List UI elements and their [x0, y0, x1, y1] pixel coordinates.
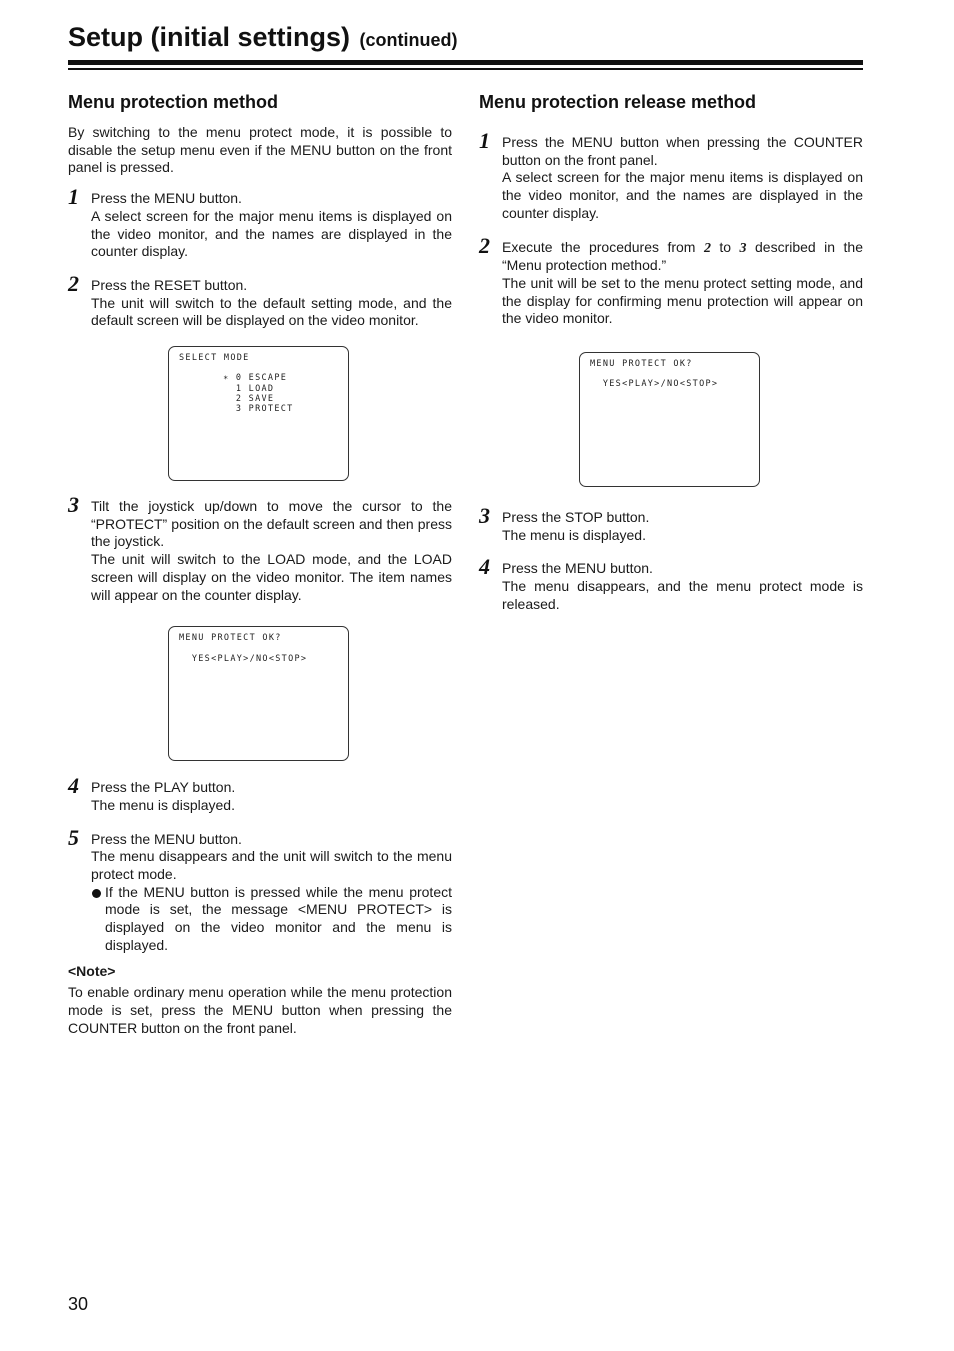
screen-item: 1 LOAD [223, 383, 275, 394]
step-line: The unit will switch to the LOAD mode, and the LOAD screen will display on the video monitor. The item names will appear on the counter display. [91, 551, 452, 603]
step-line: Press the MENU button when pressing the COUNTER button on the front panel. [502, 134, 863, 168]
section-heading-protection: Menu protection method [68, 92, 278, 112]
page-title-text: Setup (initial settings) [68, 22, 351, 52]
step-line: A select screen for the major menu items is displayed on the video monitor, and the names are displayed in the counter display. [502, 169, 863, 221]
monitor-screen-menu-protect [168, 626, 349, 761]
left-step-5 [68, 824, 452, 955]
monitor-screen-menu-protect-release [579, 352, 760, 487]
screen-title: MENU PROTECT OK? [590, 359, 693, 370]
step-number: 4 [68, 773, 79, 799]
bullet-dot-icon [92, 889, 101, 898]
step-text-part: described in the “Menu protection method.” [502, 238, 863, 274]
step-line: Press the MENU button. [91, 830, 242, 847]
page-title [68, 22, 458, 53]
step-line: Press the RESET button. [91, 276, 248, 293]
left-step-1 [68, 184, 452, 261]
step-line: Press the MENU button. [91, 190, 242, 207]
step-number: 1 [479, 128, 490, 153]
screen-option: YES<PLAY>/NO<STOP> [179, 653, 308, 664]
section-heading-release: Menu protection release method [479, 92, 757, 112]
screen-option: YES<PLAY>/NO<STOP> [590, 379, 719, 390]
step-number: 3 [68, 492, 79, 518]
header-rule-thick [68, 60, 863, 65]
step-number: 1 [68, 184, 79, 210]
bullet-item [91, 884, 452, 955]
step-number: 2 [479, 232, 490, 258]
note-title: <Note> [68, 962, 116, 979]
right-step-1 [479, 128, 863, 223]
step-line: The menu is displayed. [91, 796, 235, 813]
step-line [502, 239, 863, 275]
step-line: Press the STOP button. [502, 509, 650, 526]
right-step-4 [479, 554, 863, 613]
left-step-3 [68, 492, 452, 604]
step-line: Press the PLAY button. [91, 779, 236, 796]
left-column [68, 92, 452, 1037]
step-reference: 3 [739, 240, 747, 256]
page-number: 30 [68, 1294, 89, 1314]
intro-paragraph: By switching to the menu protect mode, it is possible to disable the setup menu even if the MENU button on the front panel is pressed. [68, 124, 452, 176]
screen-title: SELECT MODE [179, 353, 250, 364]
step-number: 5 [68, 824, 79, 850]
left-step-2 [68, 270, 452, 330]
screen-item: ∗ 0 ESCAPE [223, 373, 288, 384]
monitor-screen-select-mode [168, 346, 349, 481]
bullet-text: If the MENU button is pressed while the menu protect mode is set, the message <MENU PROTECT> is displayed on the video monitor and the menu is displayed. [105, 883, 452, 953]
step-line: The menu is displayed. [502, 526, 646, 543]
right-step-3 [479, 503, 863, 544]
screen-item: 2 SAVE [223, 393, 275, 404]
step-line: A select screen for the major menu items is displayed on the video monitor, and the names are displayed in the counter display. [91, 207, 452, 260]
step-line: The menu disappears, and the menu protect mode is released. [502, 578, 863, 612]
step-line: Press the MENU button. [502, 560, 653, 577]
page-title-continued: (continued) [359, 30, 458, 50]
screen-title: MENU PROTECT OK? [179, 633, 282, 644]
step-number: 2 [68, 270, 79, 296]
step-line: Tilt the joystick up/down to move the cursor to the “PROTECT” position on the default screen and then press the joystick. [91, 498, 452, 550]
header-rule-thin [68, 68, 863, 70]
step-number: 4 [479, 554, 490, 580]
step-number: 3 [479, 503, 490, 529]
step-line: The unit will switch to the default setting mode, and the default screen will be displayed on the video monitor. [91, 294, 452, 329]
step-line: The menu disappears and the unit will switch to the menu protect mode. [91, 848, 452, 883]
right-step-2 [479, 232, 863, 329]
left-step-4 [68, 773, 452, 814]
step-text-part: Execute the procedures from [502, 238, 704, 255]
right-column [479, 92, 863, 630]
note-text: To enable ordinary menu operation while the menu protection mode is set, press the MENU button when pressing the COUNTER button on the front panel. [68, 984, 452, 1036]
step-reference: 2 [703, 240, 711, 256]
screen-item: 3 PROTECT [223, 404, 294, 415]
step-line: The unit will be set to the menu protect setting mode, and the display for confirming menu protection will appear on the video monitor. [502, 274, 863, 327]
step-text-part: to [710, 238, 740, 255]
